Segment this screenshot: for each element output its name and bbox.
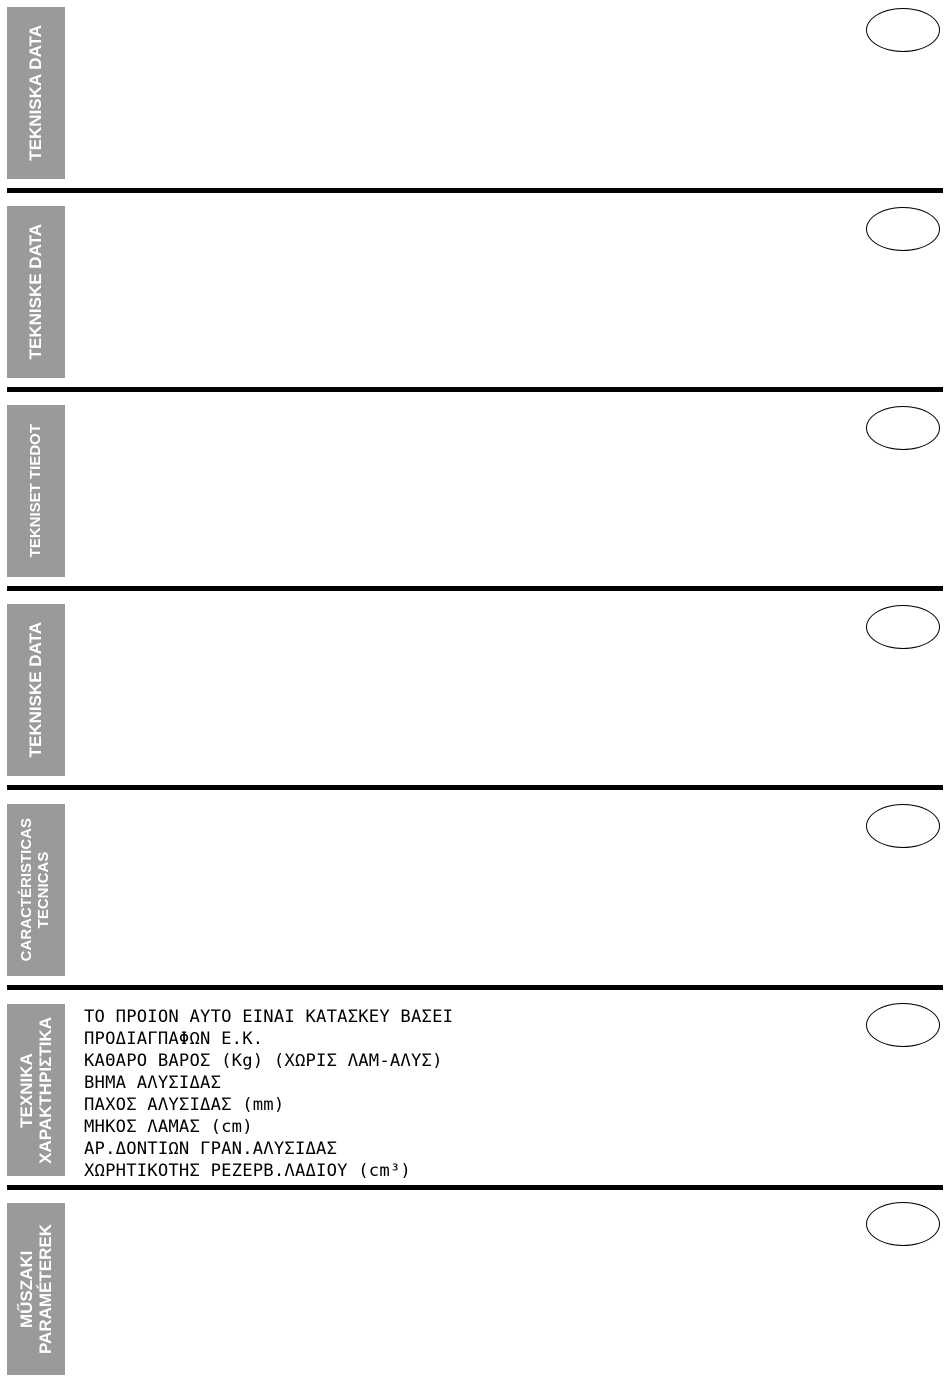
language-code-oval	[866, 605, 940, 649]
spec-line: ΑΡ.ΔΟΝΤΙΩΝ ΓΡΑΝ.ΑΛΥΣΙΔΑΣ	[84, 1139, 338, 1159]
section-divider	[7, 985, 943, 990]
section-title: TEKNISKA DATA	[26, 25, 46, 161]
spec-line: ΜΗΚΟΣ ΛΑΜΑΣ (cm)	[84, 1117, 253, 1137]
spec-line: ΧΩΡΗΤΙΚΟΤΗΣ ΡΕΖΕΡΒ.ΛΑΔΙΟΥ (cm³)	[84, 1161, 411, 1181]
spec-line: ΚΑΘΑΡΟ ΒΑΡΟΣ (Kg) (ΧΩΡΙΣ ΛΑΜ-ΑΛΥΣ)	[84, 1051, 443, 1071]
language-code-oval	[866, 1202, 940, 1246]
section-tab	[7, 206, 65, 378]
section-title: TEKNISET TIEDOT	[26, 424, 44, 558]
section-tab	[7, 1004, 65, 1176]
section-divider	[7, 785, 943, 790]
section-divider	[7, 1185, 943, 1190]
language-code-oval	[866, 406, 940, 450]
section-title: CARACTÉRISTICAS TECNICAS	[18, 818, 52, 962]
spec-line: ΤΟ ΠΡΟΙΟΝ ΑΥΤΟ ΕΙΝΑΙ ΚΑΤΑΣΚΕΥ ΒΑΣΕΙ	[84, 1007, 454, 1027]
spec-line: ΠΡΟΔΙΑΓΠΑΦΩΝ Ε.Κ.	[84, 1029, 264, 1049]
section-tab	[7, 1203, 65, 1375]
spec-line: ΠΑΧΟΣ ΑΛΥΣΙΔΑΣ (mm)	[84, 1095, 285, 1115]
section-tab	[7, 804, 65, 976]
section-tab	[7, 405, 65, 577]
section-divider	[7, 188, 943, 193]
language-code-oval	[866, 207, 940, 251]
language-code-oval	[866, 8, 940, 52]
section-divider	[7, 387, 943, 392]
section-tab	[7, 604, 65, 776]
language-code-oval	[866, 804, 940, 848]
section-tab	[7, 7, 65, 179]
section-title: TEKNISKE DATA	[26, 224, 46, 360]
section-divider	[7, 586, 943, 591]
spec-line: ΒΗΜΑ ΑΛΥΣΙΔΑΣ	[84, 1073, 222, 1093]
section-title: TEKNISKE DATA	[26, 622, 46, 758]
section-title: TEXNIKA XAPAKTHPIΣTIKA	[16, 1016, 55, 1164]
section-title: MŰSZAKI PARAMÉTEREK	[16, 1223, 55, 1355]
greek-spec-list	[84, 1006, 453, 1182]
language-code-oval	[866, 1003, 940, 1047]
